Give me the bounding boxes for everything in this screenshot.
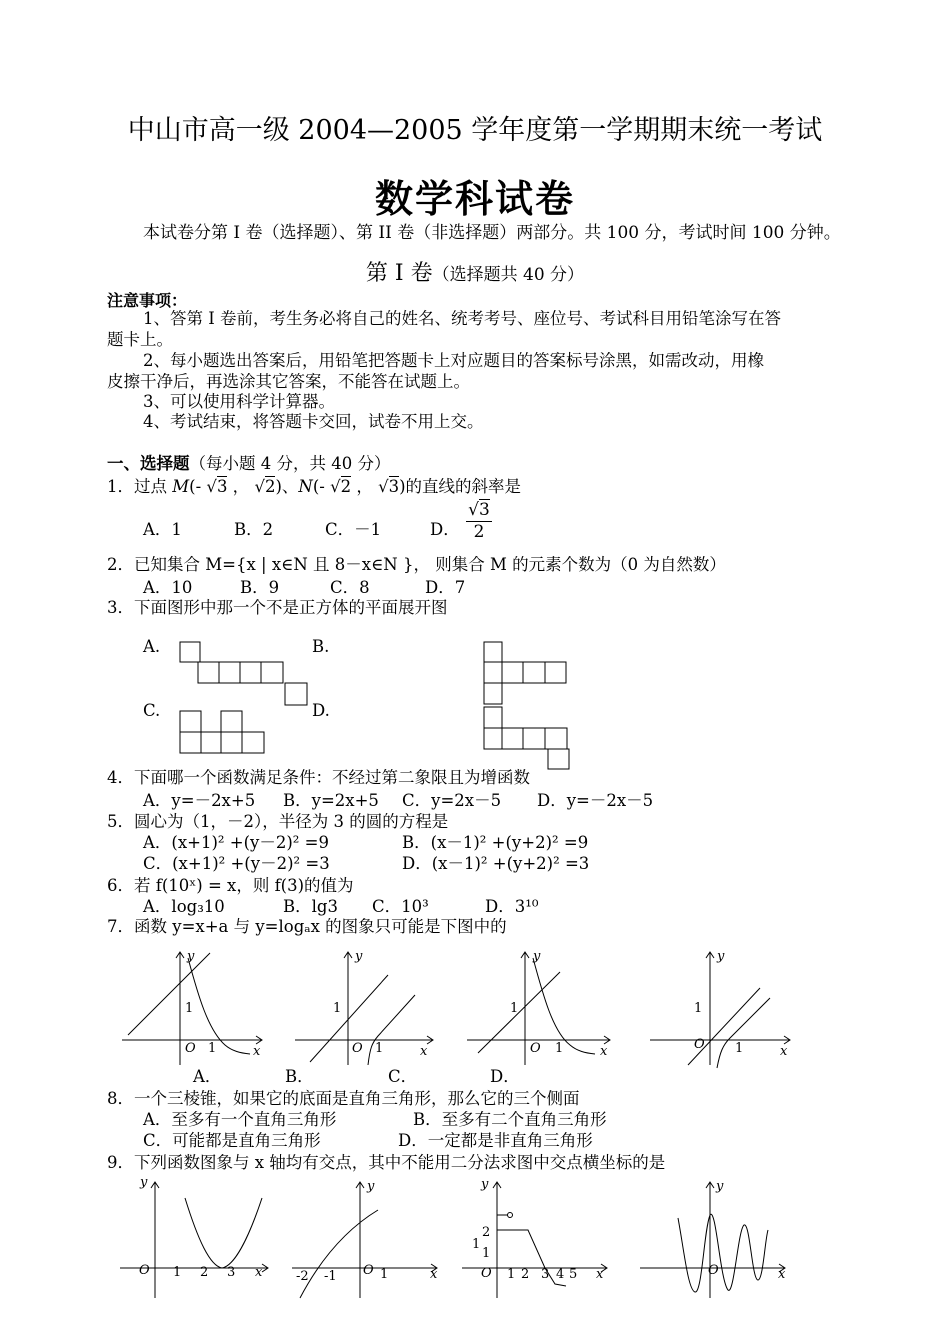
q7b-x1: 1 (375, 1041, 384, 1056)
sqrt-2-a: √2 (254, 477, 276, 496)
q9-1-origin: O (139, 1263, 150, 1278)
exam-intro: 本试卷分第 I 卷（选择题）、第 II 卷（非选择题）两部分。共 100 分，考试时间 100 分钟。 (143, 223, 841, 243)
q9-4-origin: O (708, 1263, 719, 1278)
q9-4-y-label: y (716, 1179, 724, 1194)
q5-stem: 5．圆心为（1，－2），半径为 3 的圆的方程是 (107, 812, 449, 831)
q6-stem: 6．若 f(10ˣ) = x，则 f(3)的值为 (107, 876, 354, 895)
q9-2-tick-m2: -2 (296, 1269, 309, 1284)
q9-1-tick-1: 1 (173, 1265, 182, 1280)
q7a-y-label: y (187, 949, 195, 964)
radicand-2b: 2 (340, 477, 352, 496)
notes-title: 注意事项： (107, 291, 188, 310)
q1-option-b: B．2 (234, 520, 274, 539)
q6-option-b: B．lg3 (283, 897, 338, 916)
q1-option-a: A．1 (143, 520, 182, 539)
q9-3-xtick-2: 2 (521, 1267, 530, 1282)
sqrt-3-a: √3 (206, 477, 228, 496)
q1-point-m: M (172, 477, 190, 496)
q7a-x1: 1 (208, 1041, 217, 1056)
q9-1-x-label: x (255, 1265, 263, 1280)
q4-option-b: B．y=2x+5 (283, 791, 379, 810)
net-b (484, 642, 566, 704)
note-2b: 皮擦干净后，再选涂其它答案，不能答在试题上。 (107, 372, 470, 391)
q9-3-xtick-4: 4 (556, 1267, 565, 1282)
q7-label-d: D． (490, 1067, 520, 1086)
q9-2-y-label: y (367, 1179, 375, 1194)
q1-minus-1: - (195, 477, 202, 496)
q9-2-tick-m1: -1 (324, 1269, 337, 1284)
q6-option-c: C．10³ (372, 897, 429, 916)
q7a-x-label: x (253, 1044, 261, 1059)
q1-option-d: D． (430, 520, 460, 539)
radicand-3b: 3 (388, 477, 400, 496)
q7c-y-label: y (533, 949, 541, 964)
q7b-origin: O (352, 1041, 363, 1056)
q5-option-d: D．(x－1)² +(y+2)² =3 (402, 854, 590, 873)
q1-option-c: C．－1 (325, 520, 382, 539)
sqrt-2-b: √2 (330, 477, 352, 496)
q7d-x1: 1 (735, 1041, 744, 1056)
part1-main: 第 I 卷 (365, 261, 433, 286)
net-c (180, 711, 264, 753)
q7b-y1: 1 (333, 1001, 342, 1016)
q9-3-ytick-2: 2 (482, 1225, 491, 1240)
q7b-y-label: y (355, 949, 363, 964)
q8-option-d: D．一定都是非直角三角形 (398, 1131, 593, 1150)
q9-1-tick-2: 2 (200, 1265, 209, 1280)
q1-number: 1． (107, 477, 134, 496)
q9-4-x-label: x (778, 1267, 786, 1282)
q9-2-x-label: x (430, 1267, 438, 1282)
radicand-2a: 2 (264, 477, 276, 496)
q7-axis-labels (185, 949, 788, 1059)
q7d-y1: 1 (694, 1001, 703, 1016)
q2-option-b: B．9 (240, 578, 280, 597)
exam-title: 中山市高一级 2004—2005 学年度第一学期期末统一考试 (127, 115, 823, 146)
q7a-origin: O (185, 1041, 196, 1056)
q9-graph-2 (292, 1182, 437, 1298)
q4-stem: 4．下面哪一个函数满足条件：不经过第二象限且为增函数 (107, 768, 530, 787)
q2-option-a: A．10 (143, 578, 193, 597)
q7a-y1: 1 (185, 1001, 194, 1016)
net-a (180, 642, 307, 705)
q7-label-b: B． (285, 1067, 314, 1086)
q9-graph-1 (120, 1182, 268, 1298)
q1-d-numerator: √3 (468, 500, 490, 520)
q7c-x-label: x (600, 1044, 608, 1059)
q9-3-xtick-1: 1 (507, 1267, 516, 1282)
q7d-origin: O (694, 1037, 705, 1052)
q7b-x-label: x (420, 1044, 428, 1059)
q3-label-d: D. (312, 701, 330, 720)
q3-label-b: B. (312, 637, 330, 656)
q9-3-y-label: y (481, 1177, 489, 1192)
q9-1-tick-3: 3 (227, 1265, 236, 1280)
q8-stem: 8．一个三棱锥，如果它的底面是直角三角形，那么它的三个侧面 (107, 1089, 580, 1108)
q7-label-a: A． (193, 1067, 222, 1086)
q7-graphs (0, 940, 950, 1085)
note-1b: 题卡上。 (107, 330, 173, 349)
q4-option-a: A．y=－2x+5 (143, 791, 256, 810)
section1-note: （每小题 4 分，共 40 分） (189, 454, 391, 473)
q7c-x1: 1 (555, 1041, 564, 1056)
q9-3-x-label: x (596, 1267, 604, 1282)
q8-option-a: A．至多有一个直角三角形 (143, 1110, 337, 1129)
note-3: 3、可以使用科学计算器。 (143, 392, 335, 411)
q9-2-origin: O (363, 1263, 374, 1278)
q4-option-d: D．y=－2x－5 (537, 791, 654, 810)
q8-option-b: B．至多有二个直角三角形 (413, 1110, 607, 1129)
q2-option-c: C．8 (330, 578, 370, 597)
note-1a: 1、答第 I 卷前，考生务必将自己的姓名、统考考号、座位号、考试科目用铅笔涂写在答 (143, 309, 782, 328)
q1-point-n: N (298, 477, 313, 496)
q1-tail: )的直线的斜率是 (399, 477, 522, 496)
q2-option-d: D．7 (425, 578, 466, 597)
q1-d-denominator: 2 (466, 521, 492, 542)
q9-3-xtick-3: 3 (541, 1267, 550, 1282)
q9-2-tick-1: 1 (380, 1267, 389, 1282)
part1-paren: （选择题共 40 分） (432, 265, 585, 285)
q9-stem: 9．下列函数图象与 x 轴均有交点，其中不能用二分法求图中交点横坐标的是 (107, 1153, 666, 1172)
note-4: 4、考试结束，将答题卡交回，试卷不用上交。 (143, 412, 484, 431)
q7d-y-label: y (717, 949, 725, 964)
q1-pre: 过点 (134, 477, 167, 496)
net-d (484, 707, 569, 769)
q1-stem: 1．过点 M(- √3 ， √2)、N(- √2 ， √3)的直线的斜率是 (107, 477, 522, 496)
q9-graph-4 (640, 1182, 785, 1298)
note-2a: 2、每小题选出答案后，用铅笔把答题卡上对应题目的答案标号涂黑，如需改动，用橡 (143, 351, 764, 370)
q5-option-a: A．(x+1)² +(y－2)² =9 (143, 833, 329, 852)
q7-graph-d (650, 952, 790, 1068)
q7c-origin: O (530, 1041, 541, 1056)
q7-stem: 7．函数 y=x+a 与 y=logₐx 的图象只可能是下图中的 (107, 917, 507, 936)
q9-3-ytick-1b: 1 (482, 1246, 491, 1261)
q3-stem: 3．下面图形中那一个不是正方体的平面展开图 (107, 598, 448, 617)
q6-option-d: D．3¹⁰ (485, 897, 539, 916)
q9-1-y-label: y (140, 1175, 148, 1190)
q7d-x-label: x (780, 1044, 788, 1059)
q9-3-origin: O (481, 1266, 492, 1281)
section1-title: 一、选择题 (107, 454, 190, 473)
q9-3-xtick-5: 5 (569, 1267, 578, 1282)
q8-option-c: C．可能都是直角三角形 (143, 1131, 321, 1150)
q5-option-c: C．(x+1)² +(y－2)² =3 (143, 854, 330, 873)
exam-subtitle: 数学科试卷 (374, 176, 575, 221)
q2-stem: 2．已知集合 M={x | x∈N 且 8－x∈N }， 则集合 M 的元素个数为（0 为自然数） (107, 555, 726, 574)
q5-option-b: B．(x－1)² +(y+2)² =9 (402, 833, 589, 852)
q3-label-a: A. (143, 637, 161, 656)
sqrt-3-b: √3 (378, 477, 400, 496)
q1-d-radicand: 3 (479, 500, 490, 520)
q7-label-c: C． (388, 1067, 418, 1086)
q6-option-a: A．log₃10 (143, 897, 225, 916)
q7-graph-b (295, 952, 433, 1065)
q1-minus-2: - (319, 477, 325, 496)
q4-option-c: C．y=2x－5 (402, 791, 502, 810)
q7c-y1: 1 (510, 1001, 519, 1016)
q9-3-ytick-1a: 1 (472, 1237, 481, 1252)
q9-graphs (0, 1170, 950, 1310)
q3-label-c: C. (143, 701, 161, 720)
radicand-3a: 3 (216, 477, 228, 496)
